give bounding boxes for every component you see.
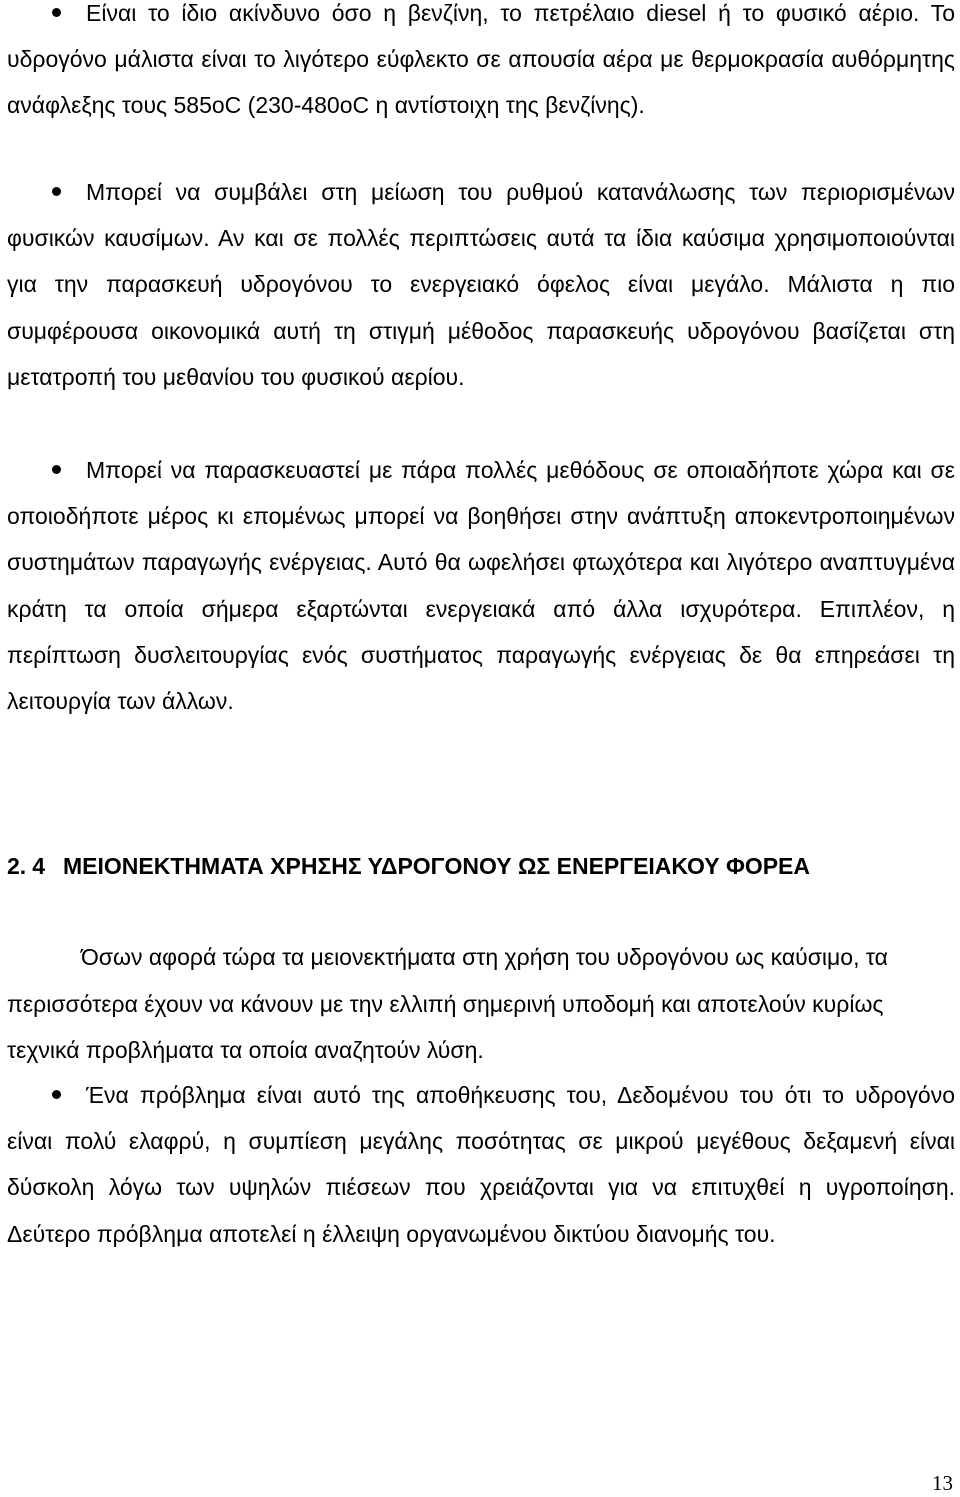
section-number-minor: 4 (32, 853, 45, 879)
intro-paragraph (7, 934, 955, 1074)
bullet-icon (52, 465, 61, 474)
paragraph-text: Μπορεί να παρασκευαστεί με πάρα πολλές μεθόδους σε οποιαδήποτε χώρα και σε οποιοδήποτε μέρος κι επομένως μπορεί να βοηθήσει στην ανάπτυξη αποκεντροποιημένων συστημάτων παραγωγής ενέργειας. Αυτό θα ωφελήσει φτωχότερα και λιγότερο αναπτυγμένα κράτη τα οποία σήμερα εξαρτώνται ενεργειακά από άλλα ισχυρότερα. Επιπλέον, η περίπτωση δυσλειτουργίας ενός συστήματος παραγωγής ενέργειας δε θα επηρεάσει τη λειτουργία των άλλων. (7, 457, 955, 715)
paragraph-text: Είναι το ίδιο ακίνδυνο όσο η βενζίνη, το πετρέλαιο diesel ή το φυσικό αέριο. Το υδρογόνο μάλιστα είναι το λιγότερο εύφλεκτο σε απουσία αέρα με θερμοκρασία αυθόρμητης ανάφλεξης τους 585oC (230-480oC η αντίστοιχη της βενζίνης). (7, 0, 955, 119)
bullet-paragraph-safety (7, 0, 955, 129)
bullet-paragraph-production-methods (7, 447, 955, 724)
paragraph-text: Ένα πρόβλημα είναι αυτό της αποθήκευσης του, Δεδομένου του ότι το υδρογόνο είναι πολύ ελαφρύ, η συμπίεση μεγάλης ποσότητας σε μικρού μεγέθους δεξαμενή είναι δύσκολη λόγω των υψηλών πιέσεων που χρειάζονται για να επιτυχθεί η υγροποίηση. Δεύτερο πρόβλημα αποτελεί η έλλειψη οργανωμένου δικτύου διανομής του. (7, 1082, 955, 1247)
paragraph-text: Όσων αφορά τώρα τα μειονεκτήματα στη χρήση του υδρογόνου ως καύσιμο, τα περισσότερα έχουν να κάνουν με την ελλιπή σημερινή υποδομή και αποτελούν κυρίως τεχνικά προβλήματα τα οποία αναζητούν λύση. (7, 944, 888, 1063)
bullet-paragraph-storage (7, 1072, 955, 1257)
bullet-icon (52, 1090, 61, 1099)
section-number-major: 2 (7, 853, 20, 879)
paragraph-text: Μπορεί να συμβάλει στη μείωση του ρυθμού κατανάλωσης των περιορισμένων φυσικών καυσίμων. Αν και σε πολλές περιπτώσεις αυτά τα ίδια καύσιμα χρησιμοποιούνται για την παρασκευή υδρογόνου το ενεργειακό όφελος είναι μεγάλο. Μάλιστα η πιο συμφέρουσα οικονομικά αυτή τη στιγμή μέθοδος παρασκευής υδρογόνου βασίζεται στη μετατροπή του μεθανίου του φυσικού αερίου. (7, 179, 955, 390)
bullet-icon (52, 187, 61, 196)
section-heading (7, 846, 955, 886)
bullet-icon (52, 8, 61, 17)
section-number-dot: . (19, 853, 27, 879)
section-title: ΜΕΙΟΝΕΚΤΗΜΑΤΑ ΧΡΗΣΗΣ ΥΔΡΟΓΟΝΟΥ ΩΣ ΕΝΕΡΓΕΙΑΚΟΥ ΦΟΡΕΑ (62, 853, 811, 879)
page-number: 13 (932, 1471, 953, 1495)
bullet-paragraph-fuel-consumption (7, 169, 955, 400)
